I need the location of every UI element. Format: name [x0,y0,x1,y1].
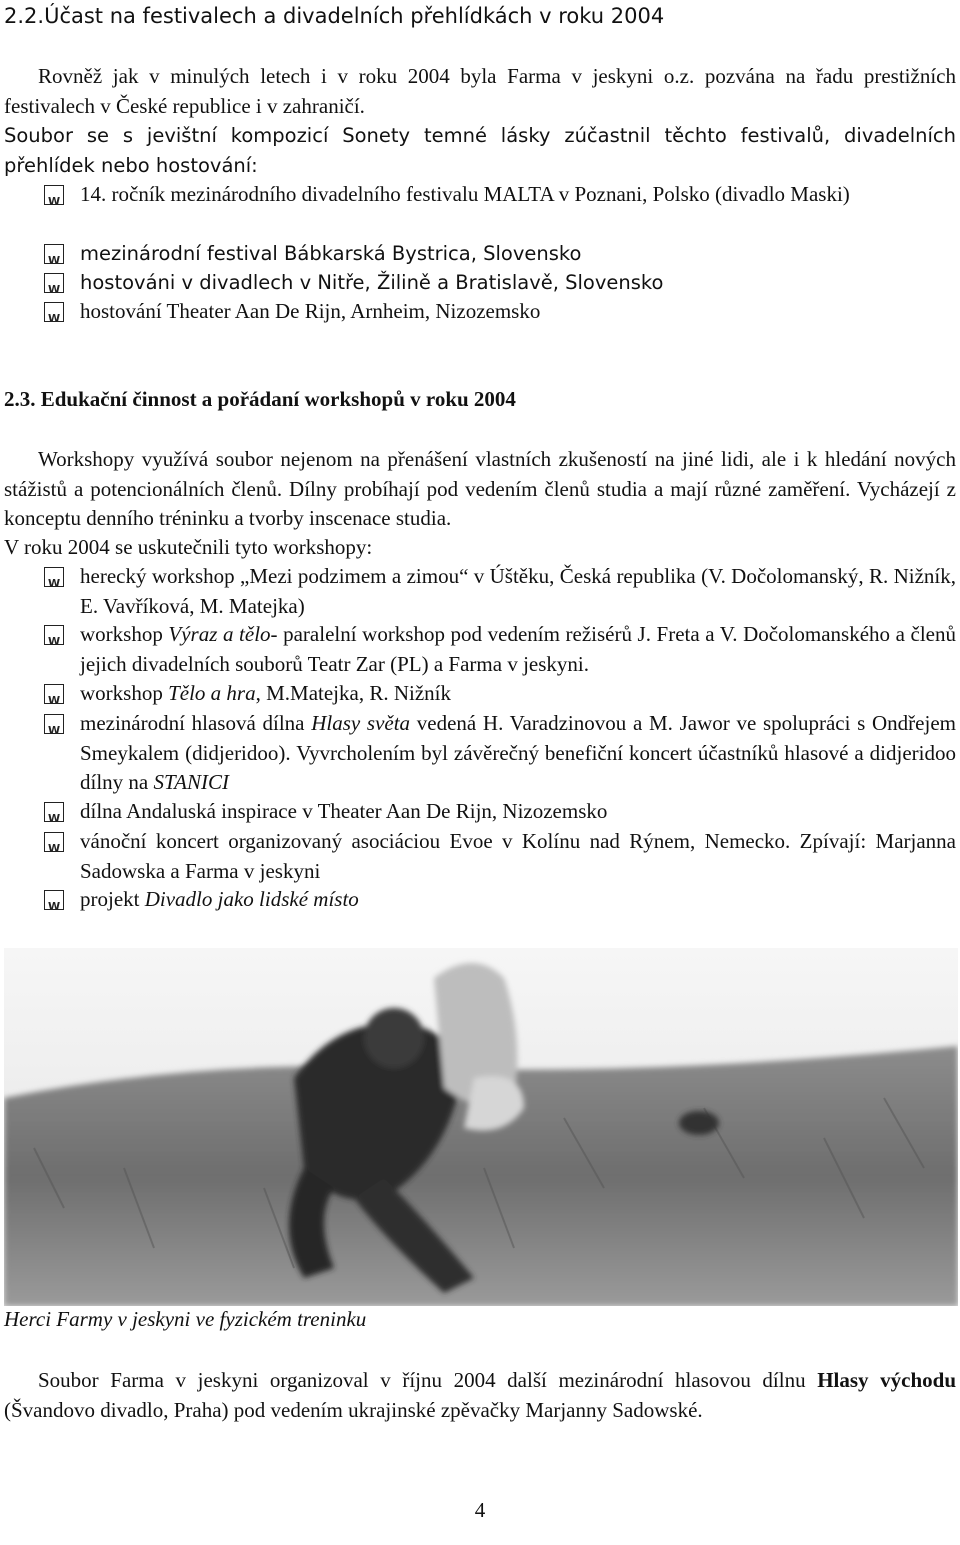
paragraph-festival-intro: Rovněž jak v minulých letech i v roku 2004 byla Farma v jeskyni o.z. pozvána na řadu prestižních festivalech v České republice i v zahraničí. [4,64,956,118]
section-heading-2-3: 2.3. Edukační činnost a pořádaní workshopů v roku 2004 [4,387,516,411]
list-item-festival [44,297,956,327]
workshop-title: Hlasy světa [311,711,411,735]
list-item-text: workshop Výraz a tělo- paralelní workshop pod vedením režisérů J. Freta a V. Dočolomanského a členů jejich divadelních souborů Teatr Zar (PL) a Farma v jeskyni. [80,622,956,676]
list-item-text: dílna Andaluská inspirace v Theater Aan De Rijn, Nizozemsko [80,799,608,823]
list-item-workshop [44,709,956,798]
venue-name: STANICI [153,770,229,794]
list-item-text: mezinárodní festival Bábkarská Bystrica, Slovensko [80,242,582,265]
photo-caption: Herci Farmy v jeskyni ve fyzickém treninku [4,1307,367,1331]
list-item-festival [44,239,956,269]
section-heading-2-2: 2.2.Účast na festivalech a divadelních přehlídkách v roku 2004 [4,4,665,28]
checkbox-bullet-icon [44,802,64,822]
workshop-name-bold: Hlasy východu [817,1368,957,1392]
page-number: 4 [474,1498,486,1522]
list-item-workshop [44,827,956,886]
checkbox-bullet-icon [44,244,64,264]
list-item-festival [44,180,956,210]
paragraph-workshops-list-intro: V roku 2004 se uskutečnili tyto workshopy: [4,535,373,559]
checkbox-bullet-icon [44,302,64,322]
list-item-text: projekt Divadlo jako lidské místo [80,887,359,911]
project-title: Divadlo jako lidské místo [144,887,359,911]
checkbox-bullet-icon [44,890,64,910]
checkbox-bullet-icon [44,714,64,734]
list-item-text: vánoční koncert organizovaný asociáciou Evoe v Kolínu nad Rýnem, Nemecko. Zpívají: Marjanna Sadowska a Farma v jeskyni [80,829,956,883]
checkbox-bullet-icon [44,832,64,852]
workshop-title: Výraz a tělo [168,622,271,646]
list-item-workshop [44,562,956,621]
checkbox-bullet-icon [44,273,64,293]
photo-actors-training [4,948,958,1306]
list-item-workshop [44,797,956,827]
list-item-festival [44,268,956,298]
checkbox-bullet-icon [44,684,64,704]
checkbox-bullet-icon [44,185,64,205]
workshop-title: Tělo a hra [168,681,256,705]
paragraph-workshops-intro: Workshopy využívá soubor nejenom na přenášení vlastních zkušeností na jiné lidi, ale i k hledání nových stážistů a potencionálních členů. Dílny probíhají pod vedením členů studia a mají různé zaměření. Vycházejí z konceptu denního tréninku a tvorby inscenace studia. [4,447,956,530]
list-item-text: 14. ročník mezinárodního divadelního festivalu MALTA v Poznani, Polsko (divadlo Maski) [80,182,850,206]
list-item-text: hostováni v divadlech v Nitře, Žilině a Bratislavě, Slovensko [80,271,664,294]
list-item-text: mezinárodní hlasová dílna Hlasy světa vedená H. Varadzinovou a M. Jawor ve spolupráci s Ondřejem Smeykalem (didjeridoo). Vyvrcholením byl závěrečný benefiční koncert účastníků hlasové a didjeridoo dílny na STANICI [80,711,956,794]
paragraph-closing: Soubor Farma v jeskyni organizoval v říjnu 2004 další mezinárodní hlasovou dílnu Hlasy východu (Švandovo divadlo, Praha) pod vedením ukrajinské zpěvačky Marjanny Sadowské. [4,1368,957,1422]
list-item-text: hostování Theater Aan De Rijn, Arnheim, Nizozemsko [80,299,541,323]
list-item-workshop [44,679,956,709]
checkbox-bullet-icon [44,625,64,645]
list-item-workshop [44,885,956,915]
list-item-workshop [44,620,956,679]
list-item-text: herecký workshop „Mezi podzimem a zimou“ v Úštěku, Česká republika (V. Dočolomanský, R. Nižník, E. Vavříková, M. Matejka) [80,564,956,618]
list-item-text: workshop Tělo a hra, M.Matejka, R. Nižník [80,681,451,705]
paragraph-festival-list-intro: Soubor se s jevištní kompozicí Sonety temné lásky zúčastnil těchto festivalů, divadelních přehlídek nebo hostování: [4,124,956,177]
checkbox-bullet-icon [44,567,64,587]
